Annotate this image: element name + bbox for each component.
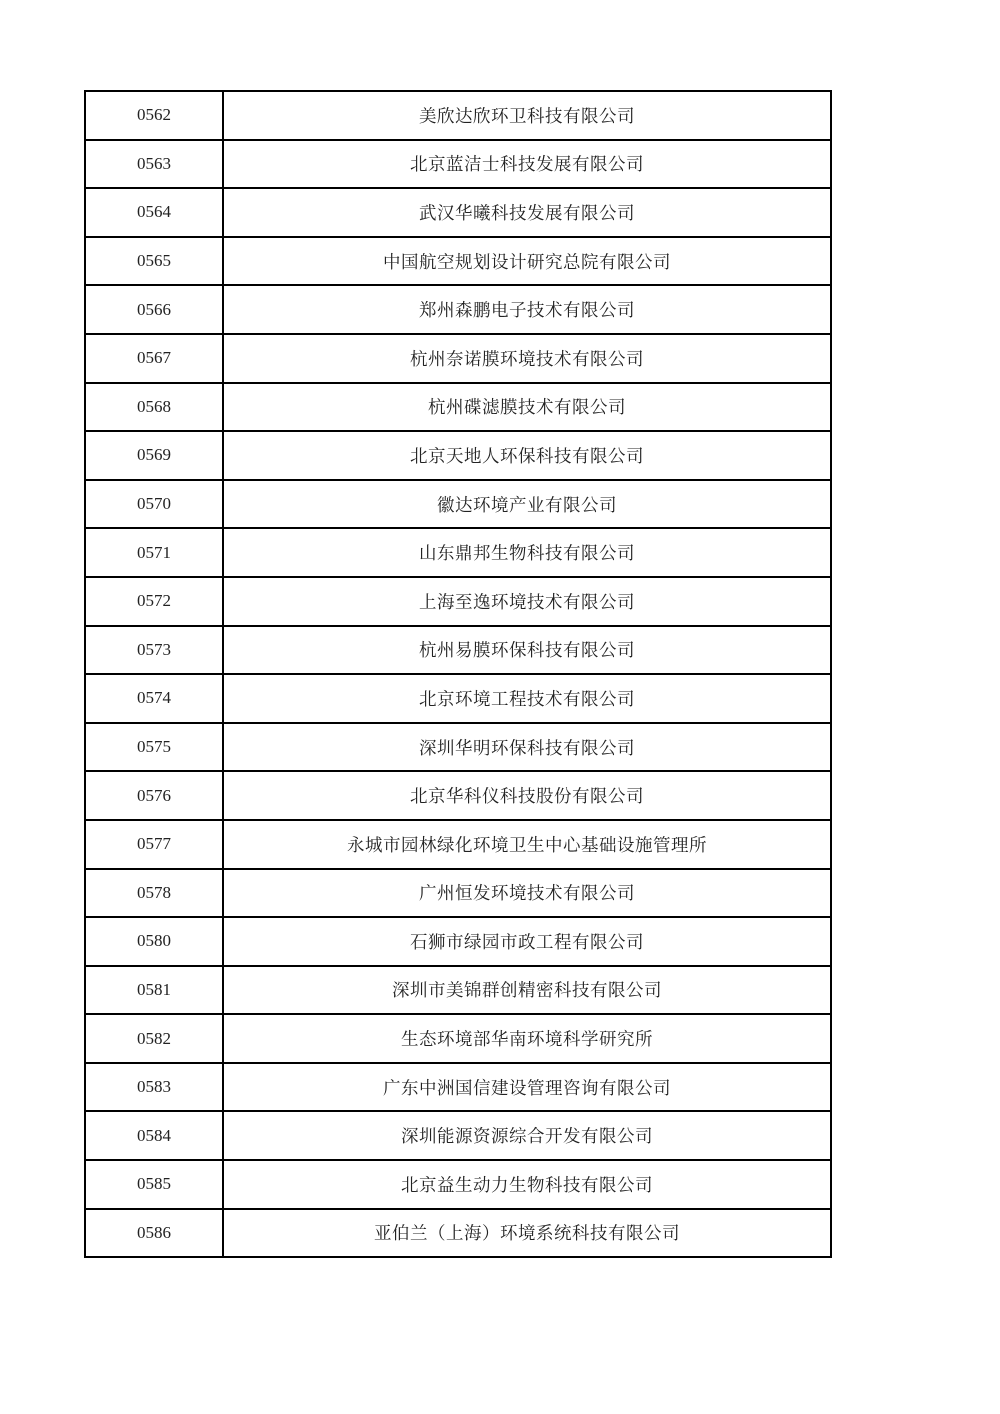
row-company-name: 永城市园林绿化环境卫生中心基础设施管理所 xyxy=(223,820,831,869)
row-code: 0576 xyxy=(85,771,223,820)
row-code: 0584 xyxy=(85,1111,223,1160)
row-company-name: 杭州易膜环保科技有限公司 xyxy=(223,626,831,675)
table-row xyxy=(85,869,831,918)
row-company-name: 亚伯兰（上海）环境系统科技有限公司 xyxy=(223,1209,831,1258)
company-table-body xyxy=(85,91,831,1257)
row-code: 0566 xyxy=(85,285,223,334)
row-code: 0577 xyxy=(85,820,223,869)
row-code: 0583 xyxy=(85,1063,223,1112)
row-code: 0585 xyxy=(85,1160,223,1209)
row-company-name: 徽达环境产业有限公司 xyxy=(223,480,831,529)
row-code: 0582 xyxy=(85,1014,223,1063)
row-company-name: 上海至逸环境技术有限公司 xyxy=(223,577,831,626)
row-company-name: 广东中洲国信建设管理咨询有限公司 xyxy=(223,1063,831,1112)
company-table xyxy=(84,90,832,1258)
table-row xyxy=(85,917,831,966)
row-code: 0574 xyxy=(85,674,223,723)
row-code: 0572 xyxy=(85,577,223,626)
table-row xyxy=(85,91,831,140)
table-row xyxy=(85,1014,831,1063)
table-row xyxy=(85,966,831,1015)
table-row xyxy=(85,1111,831,1160)
row-company-name: 深圳华明环保科技有限公司 xyxy=(223,723,831,772)
row-company-name: 北京蓝洁士科技发展有限公司 xyxy=(223,140,831,189)
row-code: 0580 xyxy=(85,917,223,966)
row-company-name: 杭州碟滤膜技术有限公司 xyxy=(223,383,831,432)
row-company-name: 美欣达欣环卫科技有限公司 xyxy=(223,91,831,140)
row-code: 0562 xyxy=(85,91,223,140)
row-code: 0586 xyxy=(85,1209,223,1258)
table-row xyxy=(85,771,831,820)
row-company-name: 北京益生动力生物科技有限公司 xyxy=(223,1160,831,1209)
table-row xyxy=(85,1209,831,1258)
row-code: 0578 xyxy=(85,869,223,918)
row-code: 0581 xyxy=(85,966,223,1015)
row-company-name: 深圳市美锦群创精密科技有限公司 xyxy=(223,966,831,1015)
row-code: 0568 xyxy=(85,383,223,432)
table-row xyxy=(85,674,831,723)
table-row xyxy=(85,1063,831,1112)
row-company-name: 郑州森鹏电子技术有限公司 xyxy=(223,285,831,334)
row-company-name: 北京天地人环保科技有限公司 xyxy=(223,431,831,480)
table-row xyxy=(85,626,831,675)
row-company-name: 生态环境部华南环境科学研究所 xyxy=(223,1014,831,1063)
row-company-name: 杭州奈诺膜环境技术有限公司 xyxy=(223,334,831,383)
row-code: 0573 xyxy=(85,626,223,675)
row-company-name: 石狮市绿园市政工程有限公司 xyxy=(223,917,831,966)
row-code: 0567 xyxy=(85,334,223,383)
table-row xyxy=(85,383,831,432)
row-code: 0563 xyxy=(85,140,223,189)
table-row xyxy=(85,285,831,334)
table-row xyxy=(85,237,831,286)
table-row xyxy=(85,334,831,383)
row-company-name: 北京环境工程技术有限公司 xyxy=(223,674,831,723)
row-code: 0565 xyxy=(85,237,223,286)
row-company-name: 武汉华曦科技发展有限公司 xyxy=(223,188,831,237)
row-company-name: 中国航空规划设计研究总院有限公司 xyxy=(223,237,831,286)
table-row xyxy=(85,577,831,626)
row-code: 0575 xyxy=(85,723,223,772)
row-code: 0564 xyxy=(85,188,223,237)
table-row xyxy=(85,820,831,869)
table-row xyxy=(85,431,831,480)
table-row xyxy=(85,528,831,577)
row-code: 0571 xyxy=(85,528,223,577)
table-row xyxy=(85,140,831,189)
table-row xyxy=(85,723,831,772)
table-row xyxy=(85,188,831,237)
row-company-name: 深圳能源资源综合开发有限公司 xyxy=(223,1111,831,1160)
row-company-name: 北京华科仪科技股份有限公司 xyxy=(223,771,831,820)
table-row xyxy=(85,480,831,529)
row-company-name: 山东鼎邦生物科技有限公司 xyxy=(223,528,831,577)
row-company-name: 广州恒发环境技术有限公司 xyxy=(223,869,831,918)
row-code: 0570 xyxy=(85,480,223,529)
table-row xyxy=(85,1160,831,1209)
row-code: 0569 xyxy=(85,431,223,480)
